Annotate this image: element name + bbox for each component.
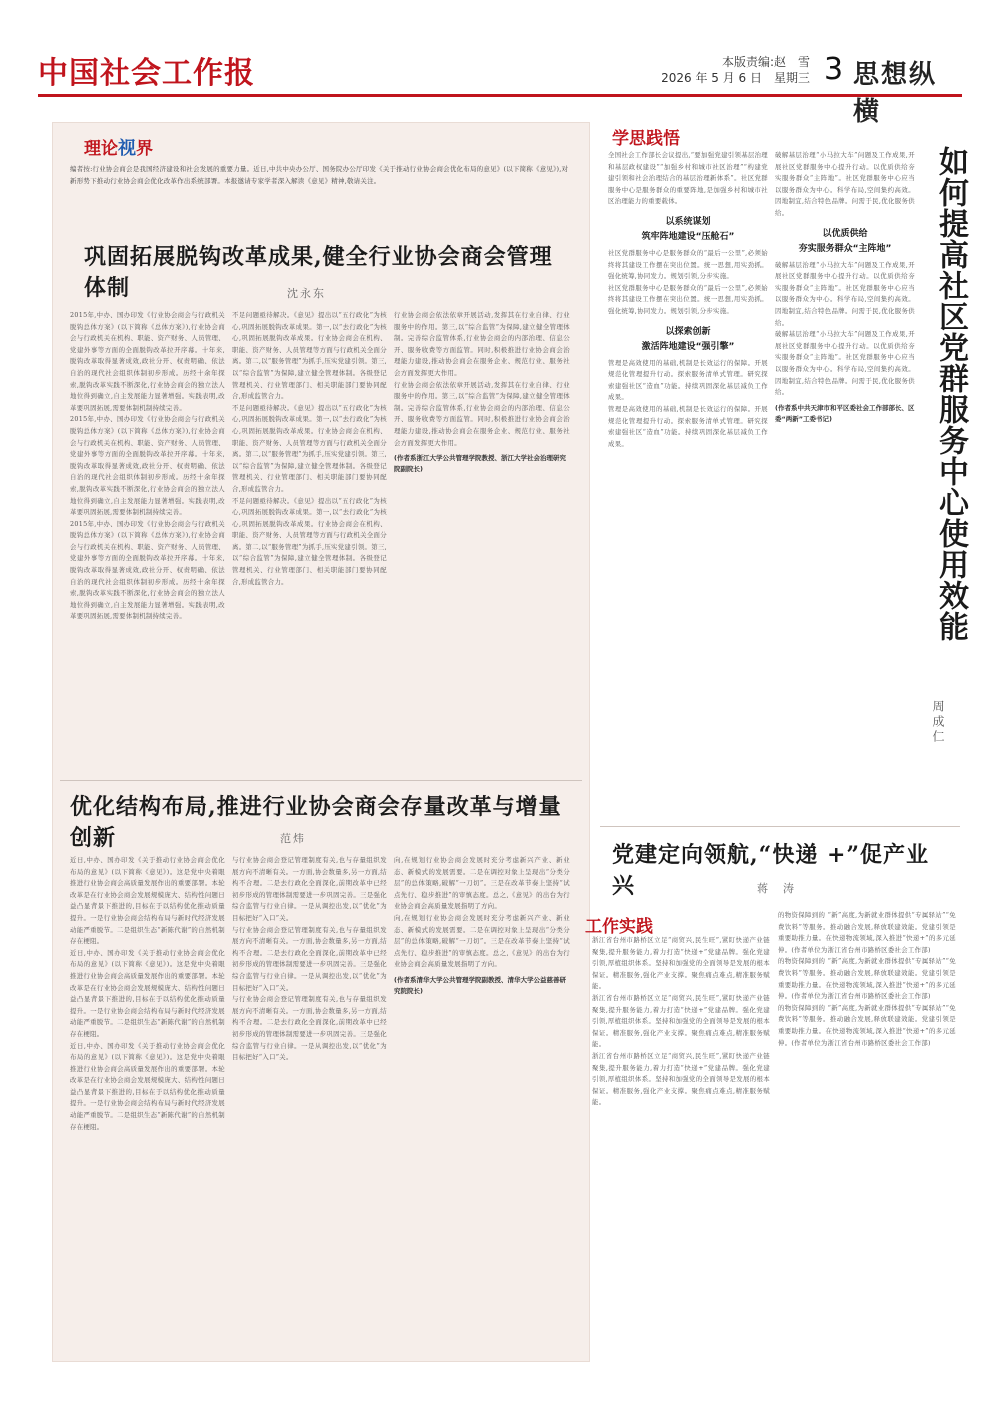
article1-text-1-repeat-b: 2015年,中办、国办印发《行业协会商会与行政机关脱钩总体方案》(以下简称《总体方案》),行业协会商会与行政机关在机构、职能、资产财务、人员管理、党建外事等方面的全面脱钩改革拉开序幕。十年来,脱钩改革取得显著成效,政社分开、权责明确、依法自治的现代社会组织体制初步形成。历经十余年探索,脱钩改革实践不断深化,行业协会商会的独立法人地位得到确立,自主发展能力显著增强。实践表明,改革要巩固拓展,需要体制机制持续完善。 xyxy=(70,519,225,621)
article1-author-note: (作者系浙江大学公共管理学院教授、浙江大学社会治理研究院副院长) xyxy=(394,454,566,474)
community-subhead-3a: 以优质供给 xyxy=(822,228,868,239)
article2-text-2: 与行业协会商会登记管理制度有关,也与存量组织发展方向不清晰有关。一方面,协会数量多,另一方面,结构不合理。二是去行政化全面深化,前期改革中已经初步形成的管理体制需要进一步巩固完善。三是强化综合监管与行业自律。一是从调控出发,以“优化”为目标把好“入口”关。 xyxy=(232,856,387,922)
column-label-study: 学思践悟 xyxy=(612,129,680,149)
article2-text-2-repeat: 与行业协会商会登记管理制度有关,也与存量组织发展方向不清晰有关。一方面,协会数量多,另一方面,结构不合理。二是去行政化全面深化,前期改革中已经初步形成的管理体制需要进一步巩固完善。三是强化综合监管与行业自律。一是从调控出发,以“优化”为目标把好“入口”关。 xyxy=(232,925,387,992)
article1-text-2-repeat: 不足问题亟待解决。《意见》提出以“五行政化”为核心,巩固拓展脱钩改革成果。第一,以“去行政化”为核心,巩固拓展脱钩改革成果。行业协会商会在机构、职能、资产财务、人员管理等方面与行政机关全面分离。第二,以“服务管理”为抓手,压实党建引领。第三,以“综合监管”为保障,建立健全管理体制。各级登记管理机关、行业管理部门、相关职能部门要协同配合,形成监管合力。 xyxy=(232,403,387,493)
article1-text-3-repeat: 行业协会商会依法依章开展活动,发挥其在行业自律、行业服务中的作用。第三,以“综合监管”为保障,建立健全管理体制。完善综合监管体系,行业协会商会的内部治理、信息公开、服务收费等方面监管。同时,积极推进行业协会商会治理能力建设,推动协会商会在服务企业、规范行业、服务社会方面发挥更大作用。 xyxy=(394,380,570,447)
community-author-note: (作者系中共天津市和平区委社会工作部部长、区委“两新”工委书记) xyxy=(775,403,915,423)
article2-column-2 xyxy=(232,855,387,1350)
article3-text-2-repeat: 的物资保障到的 “新”高度,为新就业群体提供“专属驿站”“免费饮料”等服务。推动融合发展,释放联建效能。党建引领是重要助推力量。在快递物流领域,深入推进“快递+”的多元延伸。(作者单位为浙江省台州市路桥区委社会工作部) xyxy=(778,957,956,1001)
article2-column-1 xyxy=(70,855,225,1350)
community-body-1-repeat: 社区党群服务中心是服务群众的“最后一公里”,必须始终将其建设工作摆在突出位置。统一思想,用实劲抓。强化统筹,协同发力。规划引领,分步实施。 xyxy=(608,283,768,315)
article2-byline: 范炜 xyxy=(280,832,306,845)
community-body-3: 破解基层治理“小马拉大车”问题及工作成果,开展社区党群服务中心提升行动。以优质供给夯实服务群众“主阵地”。社区党群服务中心应当以服务群众为中心。科学布局,空间集约高效。因地制宜,结合特色品牌。问需于民,优化服务供给。 xyxy=(775,151,915,217)
community-vertical-byline: 周成仁 xyxy=(931,700,945,745)
article1-text-2-repeat-b: 不足问题亟待解决。《意见》提出以“五行政化”为核心,巩固拓展脱钩改革成果。第一,以“去行政化”为核心,巩固拓展脱钩改革成果。行业协会商会在机构、职能、资产财务、人员管理等方面与行政机关全面分离。第二,以“服务管理”为抓手,压实党建引领。第三,以“综合监管”为保障,建立健全管理体制。各级登记管理机关、行业管理部门、相关职能部门要协同配合,形成监管合力。 xyxy=(232,496,387,586)
article1-text-3: 行业协会商会依法依章开展活动,发挥其在行业自律、行业服务中的作用。第三,以“综合监管”为保障,建立健全管理体制。完善综合监管体系,行业协会商会的内部治理、信息公开、服务收费等方面监管。同时,积极推进行业协会商会治理能力建设,推动协会商会在服务企业、规范行业、服务社会方面发挥更大作用。 xyxy=(394,311,570,377)
article1-byline: 沈永东 xyxy=(287,287,326,300)
page-number: 3 xyxy=(824,52,844,87)
article1-column-3 xyxy=(394,310,570,772)
article2-author-note: (作者系清华大学公共管理学院副教授、清华大学公益慈善研究院院长) xyxy=(394,975,566,995)
article2-text-1-repeat-b: 近日,中办、国办印发《关于推动行业协会商会优化布局的意见》(以下简称《意见》)。这是党中央着眼推进行业协会商会高质量发展作出的重要部署。本轮改革是在行业协会商会发展规模庞大、结构性问题日益凸显背景下推进的,目标在于以结构优化推动质量提升。一是行业协会商会结构布局与新时代经济发展动能严重脱节。二是组织生态“新陈代谢”的自然机制存在梗阻。 xyxy=(70,1041,225,1131)
article1-text-1: 2015年,中办、国办印发《行业协会商会与行政机关脱钩总体方案》(以下简称《总体方案》),行业协会商会与行政机关在机构、职能、资产财务、人员管理、党建外事等方面的全面脱钩改革拉开序幕。十年来,脱钩改革取得显著成效,政社分开、权责明确、依法自治的现代社会组织体制初步形成。历经十余年探索,脱钩改革实践不断深化,行业协会商会的独立法人地位得到确立,自主发展能力显著增强。实践表明,改革要巩固拓展,需要体制机制持续完善。 xyxy=(70,311,225,412)
article1-column-2 xyxy=(232,310,387,772)
section-title: 思想纵横 xyxy=(853,60,938,127)
article3-text-2-repeat-b: 的物资保障到的 “新”高度,为新就业群体提供“专属驿站”“免费饮料”等服务。推动融合发展,释放联建效能。党建引领是重要助推力量。在快递物流领域,深入推进“快递+”的多元延伸。(作者单位为浙江省台州市路桥区委社会工作部) xyxy=(778,1003,956,1047)
community-intro: 全国社会工作部长会议提出,“要加强党建引领基层治理和基层政权建设”“加强乡村和城市社区治理”“构建党建引领和社会治理结合的基层治理新体系”。社区党群服务中心是服务群众的重要阵地,是加强乡村和城市社区治理能力的重要载体。 xyxy=(608,151,768,206)
article3-text-1-repeat-b: 浙江省台州市路桥区立足“商贸兴,民生旺”,紧盯快递产业链聚集,提升服务能力,着力打造“快递+”党建品牌。强化党建引领,厚植组织体系。坚持和加强党的全面领导是发展的根本保证。精准服务,强化产业支撑。聚焦痛点难点,精准服务赋能。 xyxy=(592,1051,770,1107)
community-vertical-title: 如何提高社区党群服务中心使用效能 xyxy=(933,146,968,642)
article1-column-1 xyxy=(70,310,225,772)
right-divider xyxy=(600,826,960,827)
column-label-part-a: 理论 xyxy=(84,139,118,159)
column-label-work: 工作实践 xyxy=(585,917,653,937)
masthead-rule xyxy=(38,94,962,97)
column-label-theory xyxy=(84,134,153,160)
article1-title: 巩固拓展脱钩改革成果,健全行业协会商会管理体制 xyxy=(84,244,553,301)
article2-text-2-repeat-b: 与行业协会商会登记管理制度有关,也与存量组织发展方向不清晰有关。一方面,协会数量多,另一方面,结构不合理。二是去行政化全面深化,前期改革中已经初步形成的管理体制需要进一步巩固完善。三是强化综合监管与行业自律。一是从调控出发,以“优化”为目标把好“入口”关。 xyxy=(232,995,387,1062)
article2-text-3-repeat: 向,在规划行业协会商会发展时充分考虑新兴产业、新业态、新模式的发展需要。二是在调控对象上呈现出“分类分层”的总体策略,破解“一刀切”。三是在改革节奏上坚持“试点先行、稳步推进”的审慎态度。总之,《意见》的出台为行业协会商会高质量发展指明了方向。 xyxy=(394,913,570,969)
article2-text-1-repeat: 近日,中办、国办印发《关于推动行业协会商会优化布局的意见》(以下简称《意见》)。这是党中央着眼推进行业协会商会高质量发展作出的重要部署。本轮改革是在行业协会商会发展规模庞大、结构性问题日益凸显背景下推进的,目标在于以结构优化推动质量提升。一是行业协会商会结构布局与新时代经济发展动能严重脱节。二是组织生态“新陈代谢”的自然机制存在梗阻。 xyxy=(70,948,225,1038)
article3-byline: 蒋 涛 xyxy=(757,882,796,895)
community-body-3-repeat-b: 破解基层治理“小马拉大车”问题及工作成果,开展社区党群服务中心提升行动。以优质供给夯实服务群众“主阵地”。社区党群服务中心应当以服务群众为中心。科学布局,空间集约高效。因地制宜,结合特色品牌。问需于民,优化服务供给。 xyxy=(775,330,915,397)
community-subhead-2a: 以探索创新 xyxy=(665,326,711,337)
article3-column-2 xyxy=(778,910,956,1355)
community-body-1: 社区党群服务中心是服务群众的“最后一公里”,必须始终将其建设工作摆在突出位置。统一思想,用实劲抓。强化统筹,协同发力。规划引领,分步实施。 xyxy=(608,248,768,281)
article-divider xyxy=(60,780,582,781)
issue-date: 2026 年 5 月 6 日 星期三 xyxy=(661,71,810,85)
newspaper-logo: 中国社会工作报 xyxy=(38,56,255,91)
column-label-part-c: 界 xyxy=(136,139,153,159)
editor-note: 编者按:行业协会商会是我国经济建设和社会发展的重要力量。近日,中共中央办公厅、国务院办公厅印发《关于推动行业协会商会优化布局的意见》(以下简称《意见》),对新形势下推动行业协会商会优化改革作出系统部署。本报邀请专家学者深入解读《意见》精神,敬请关注。 xyxy=(70,165,569,185)
community-column-1 xyxy=(608,150,768,820)
community-column-2 xyxy=(775,150,915,820)
editor-label: 本版责编:赵 雪 xyxy=(721,55,810,69)
community-subhead-1a: 以系统谋划 xyxy=(665,216,711,227)
community-body-2-repeat: 管理是高效使用的基础,机制是长效运行的保障。开展规范化管理提升行动。探索服务清单式管理。研究探索建强社区“造血”功能。持续巩固深化基层减负工作成果。 xyxy=(608,404,768,448)
article3-column-1 xyxy=(592,935,770,1355)
article2-text-1: 近日,中办、国办印发《关于推动行业协会商会优化布局的意见》(以下简称《意见》)。这是党中央着眼推进行业协会商会高质量发展作出的重要部署。本轮改革是在行业协会商会发展规模庞大、结构性问题日益凸显背景下推进的,目标在于以结构优化推动质量提升。一是行业协会商会结构布局与新时代经济发展动能严重脱节。二是组织生态“新陈代谢”的自然机制存在梗阻。 xyxy=(70,856,225,946)
article1-text-1-repeat: 2015年,中办、国办印发《行业协会商会与行政机关脱钩总体方案》(以下简称《总体方案》),行业协会商会与行政机关在机构、职能、资产财务、人员管理、党建外事等方面的全面脱钩改革拉开序幕。十年来,脱钩改革取得显著成效,政社分开、权责明确、依法自治的现代社会组织体制初步形成。历经十余年探索,脱钩改革实践不断深化,行业协会商会的独立法人地位得到确立,自主发展能力显著增强。实践表明,改革要巩固拓展,需要体制机制持续完善。 xyxy=(70,415,225,517)
page-meta xyxy=(650,54,810,86)
article3-text-1: 浙江省台州市路桥区立足“商贸兴,民生旺”,紧盯快递产业链聚集,提升服务能力,着力打造“快递+”党建品牌。强化党建引领,厚植组织体系。坚持和加强党的全面领导是发展的根本保证。精准服务,强化产业支撑。聚焦痛点难点,精准服务赋能。 xyxy=(592,936,770,991)
column-label-part-b: 视 xyxy=(118,138,136,159)
article2-text-3: 向,在规划行业协会商会发展时充分考虑新兴产业、新业态、新模式的发展需要。二是在调控对象上呈现出“分类分层”的总体策略,破解“一刀切”。三是在改革节奏上坚持“试点先行、稳步推进”的审慎态度。总之,《意见》的出台为行业协会商会高质量发展指明了方向。 xyxy=(394,856,570,911)
article1-text-2: 不足问题亟待解决。《意见》提出以“五行政化”为核心,巩固拓展脱钩改革成果。第一,以“去行政化”为核心,巩固拓展脱钩改革成果。行业协会商会在机构、职能、资产财务、人员管理等方面与行政机关全面分离。第二,以“服务管理”为抓手,压实党建引领。第三,以“综合监管”为保障,建立健全管理体制。各级登记管理机关、行业管理部门、相关职能部门要协同配合,形成监管合力。 xyxy=(232,311,387,401)
community-subhead-3b: 夯实服务群众“主阵地” xyxy=(798,243,892,254)
community-body-3-repeat: 破解基层治理“小马拉大车”问题及工作成果,开展社区党群服务中心提升行动。以优质供给夯实服务群众“主阵地”。社区党群服务中心应当以服务群众为中心。科学布局,空间集约高效。因地制宜,结合特色品牌。问需于民,优化服务供给。 xyxy=(775,260,915,327)
article2-column-3 xyxy=(394,855,570,1350)
article2-title: 优化结构布局,推进行业协会商会存量改革与增量创新 xyxy=(70,794,562,851)
article3-text-1-repeat: 浙江省台州市路桥区立足“商贸兴,民生旺”,紧盯快递产业链聚集,提升服务能力,着力打造“快递+”党建品牌。强化党建引领,厚植组织体系。坚持和加强党的全面领导是发展的根本保证。精准服务,强化产业支撑。聚焦痛点难点,精准服务赋能。 xyxy=(592,993,770,1049)
article3-title: 党建定向领航,“快递 +”促产业兴 xyxy=(612,842,930,899)
community-subhead-2b: 激活阵地建设“强引擎” xyxy=(641,341,735,352)
article3-text-2: 的物资保障到的 “新”高度,为新就业群体提供“专属驿站”“免费饮料”等服务。推动融合发展,释放联建效能。党建引领是重要助推力量。在快递物流领域,深入推进“快递+”的多元延伸。(作者单位为浙江省台州市路桥区委社会工作部) xyxy=(778,911,956,954)
community-body-2: 管理是高效使用的基础,机制是长效运行的保障。开展规范化管理提升行动。探索服务清单式管理。研究探索建强社区“造血”功能。持续巩固深化基层减负工作成果。 xyxy=(608,358,768,402)
masthead xyxy=(38,48,962,127)
community-subhead-1b: 筑牢阵地建设“压舱石” xyxy=(641,231,735,242)
